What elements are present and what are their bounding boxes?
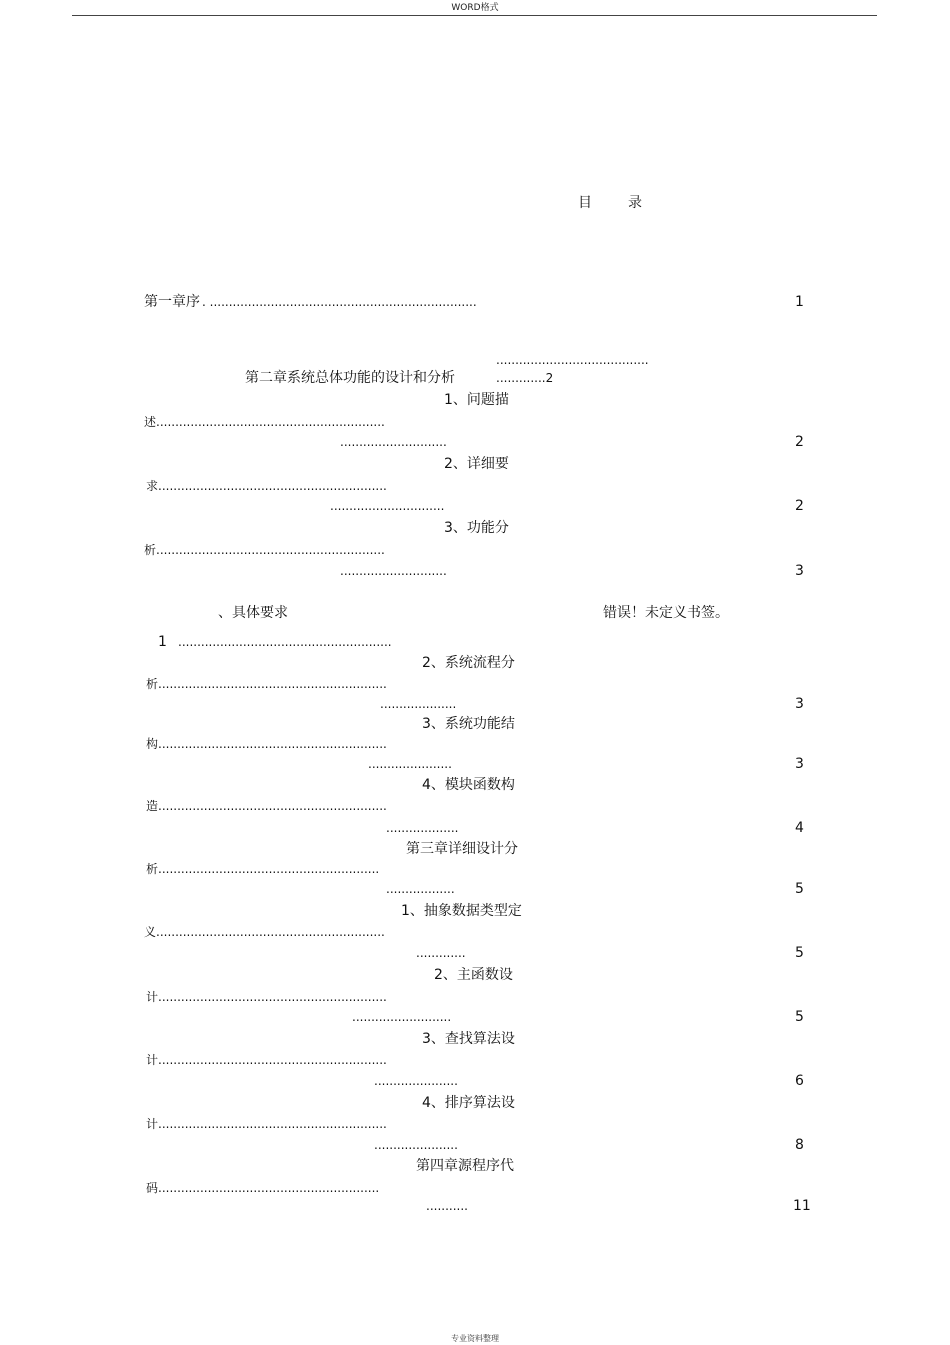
toc-s3-2-label: 2、主函数设 xyxy=(434,967,513,983)
toc-s2-2-leader: .............................. xyxy=(330,499,445,513)
toc-s3-4-cont: 计............................................................ xyxy=(146,1117,387,1131)
toc-s3-2-cont: 计............................................................ xyxy=(146,990,387,1004)
toc-s3-3-label: 3、查找算法设 xyxy=(422,1031,515,1047)
toc-s3-3-leader: ...................... xyxy=(374,1074,458,1088)
toc-s-4-page: 4 xyxy=(795,820,804,836)
toc-specific-error: 错误！未定义书签。 xyxy=(603,605,729,621)
page-header: WORD格式 xyxy=(451,3,499,13)
toc-s3-4-page: 8 xyxy=(795,1137,804,1153)
toc-ch3-label: 第三章详细设计分 xyxy=(406,841,518,857)
toc-s-4-cont: 造............................................................ xyxy=(146,799,387,813)
toc-ch1-leader: . ...................................................................... xyxy=(202,295,477,309)
toc-ch1-label: 第一章序 xyxy=(144,294,200,310)
toc-s-3-label: 3、系统功能结 xyxy=(422,716,515,732)
toc-s3-2-leader: .......................... xyxy=(352,1010,452,1024)
toc-s3-1-leader: ............. xyxy=(416,946,466,960)
toc-ch2-leader-page: .............2 xyxy=(496,371,554,385)
toc-s2-2-label: 2、详细要 xyxy=(444,456,509,472)
toc-s-2-cont: 析............................................................ xyxy=(146,677,387,691)
toc-s3-3-cont: 计............................................................ xyxy=(146,1053,387,1067)
toc-s-2-label: 2、系统流程分 xyxy=(422,655,515,671)
toc-s2-1-cont: 述............................................................ xyxy=(144,415,385,429)
toc-ch3-cont: 析.......................................................... xyxy=(146,862,380,876)
toc-s2-3-page: 3 xyxy=(795,563,804,579)
page-footer: 专业资料整理 xyxy=(451,1334,499,1343)
toc-ch3-leader: .................. xyxy=(386,882,455,896)
toc-ch4-leader: ........... xyxy=(426,1199,468,1213)
toc-s2-3-label: 3、功能分 xyxy=(444,520,509,536)
toc-s2-2-page: 2 xyxy=(795,498,804,514)
toc-s-3-cont: 构............................................................ xyxy=(146,737,387,751)
toc-specific-label: 、具体要求 xyxy=(218,605,288,621)
toc-s2-3-cont: 析............................................................ xyxy=(144,543,385,557)
toc-s2-1-leader: ............................ xyxy=(340,435,447,449)
toc-ch2-leader-top: ........................................ xyxy=(496,353,649,367)
toc-ch3-page: 5 xyxy=(795,881,804,897)
toc-ch4-cont: 码.......................................................... xyxy=(146,1181,380,1195)
toc-s3-2-page: 5 xyxy=(795,1009,804,1025)
toc-s3-3-page: 6 xyxy=(795,1073,804,1089)
toc-title-left: 目 xyxy=(578,195,592,211)
toc-ch4-label: 第四章源程序代 xyxy=(416,1158,514,1174)
toc-s-1-num: 1 xyxy=(158,634,167,650)
toc-s3-4-label: 4、排序算法设 xyxy=(422,1095,515,1111)
toc-s-3-leader: ...................... xyxy=(368,757,452,771)
toc-s-2-page: 3 xyxy=(795,696,804,712)
header-rule xyxy=(72,15,877,16)
toc-title-right: 录 xyxy=(628,195,642,211)
toc-s-4-label: 4、模块函数构 xyxy=(422,777,515,793)
toc-s2-1-page: 2 xyxy=(795,434,804,450)
toc-s-1-leader: ........................................................ xyxy=(178,635,392,649)
toc-ch1-page: 1 xyxy=(795,294,804,310)
toc-ch2-label: 第二章系统总体功能的设计和分析 xyxy=(245,370,455,386)
toc-s2-3-leader: ............................ xyxy=(340,564,447,578)
toc-ch4-page: 11 xyxy=(793,1198,811,1214)
toc-s3-1-page: 5 xyxy=(795,945,804,961)
toc-s3-1-label: 1、抽象数据类型定 xyxy=(401,903,522,919)
toc-s2-1-label: 1、问题描 xyxy=(444,392,509,408)
toc-s3-1-cont: 义............................................................ xyxy=(144,925,385,939)
toc-s-3-page: 3 xyxy=(795,756,804,772)
toc-s-4-leader: ................... xyxy=(386,821,459,835)
toc-s3-4-leader: ...................... xyxy=(374,1138,458,1152)
toc-s2-2-cont: 求............................................................ xyxy=(146,479,387,493)
toc-s-2-leader: .................... xyxy=(380,697,457,711)
